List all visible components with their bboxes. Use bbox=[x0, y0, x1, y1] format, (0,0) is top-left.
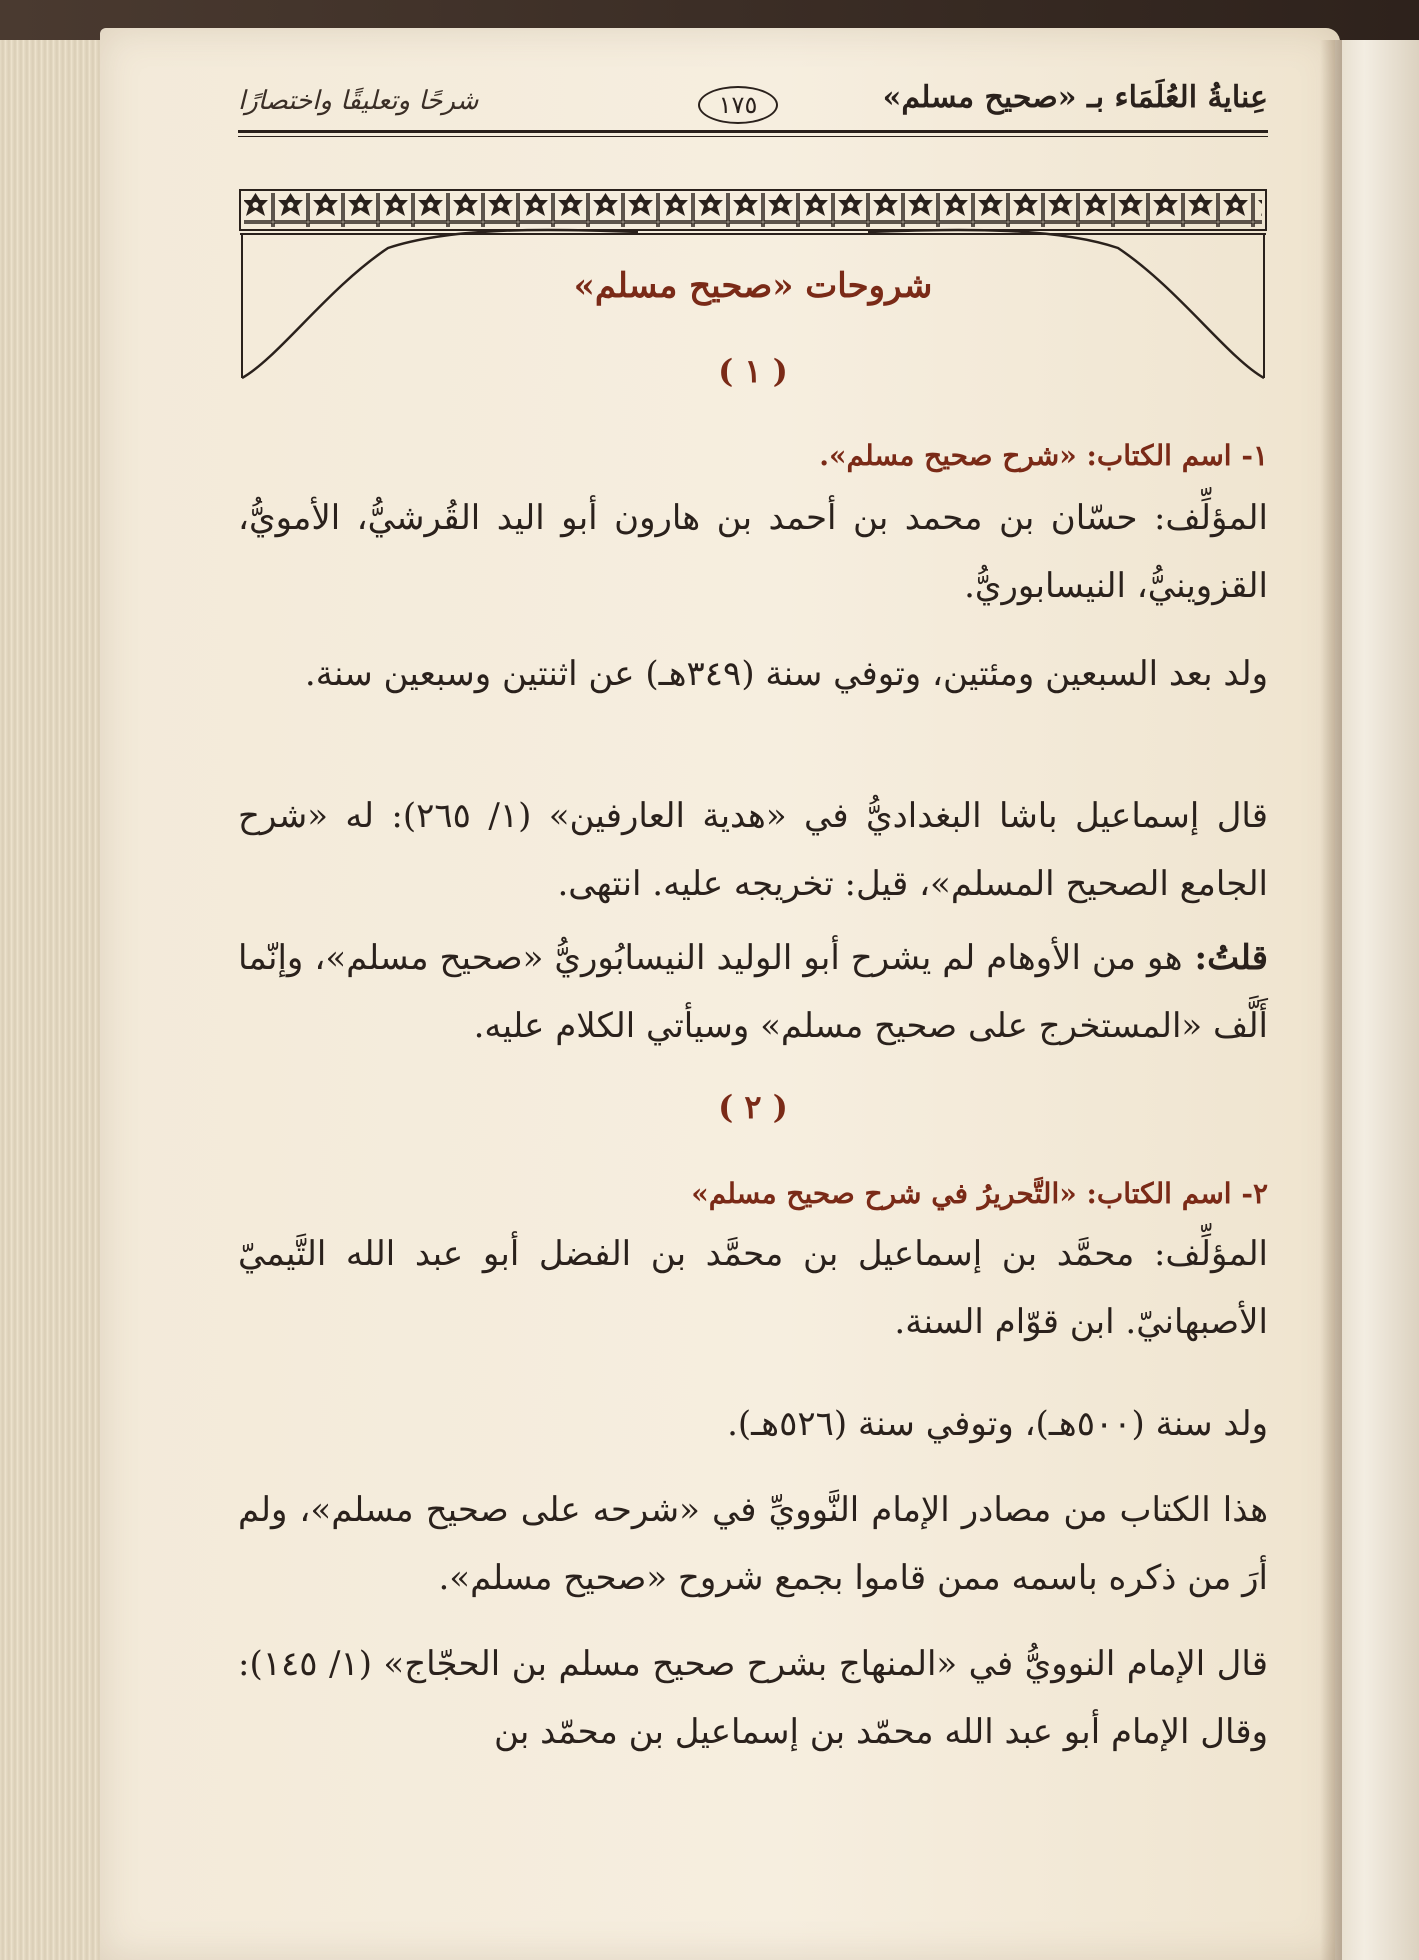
note-label: قلتُ: bbox=[1182, 938, 1268, 978]
quote-paragraph: قال إسماعيل باشا البغداديُّ في «هدية العارفين» (١/ ٢٦٥): له «شرح الجامع الصحيح المسلم»، قيل: تخريجه عليه. انتهى. bbox=[238, 796, 1269, 904]
author-text: محمَّد بن إسماعيل بن محمَّد بن الفضل أبو عبد الله التَّيميّ الأصبهانيّ. ابن قوّام السنة. bbox=[238, 1234, 1268, 1342]
entry-number: ( ١ ) bbox=[718, 352, 788, 390]
author-paragraph bbox=[238, 484, 1268, 620]
header-rule-thin bbox=[238, 136, 1268, 137]
book-name: «التَّحريرُ في شرح صحيح مسلم» bbox=[691, 1177, 1077, 1210]
page-number: ١٧٥ bbox=[698, 86, 778, 124]
running-title: عِنايةُ العُلَمَاء بـ «صحيح مسلم» bbox=[882, 80, 1268, 115]
section-title: شروحات «صحيح مسلم» bbox=[573, 266, 933, 306]
dates-paragraph: ولد سنة (٥٠٠هـ)، وتوفي سنة (٥٢٦هـ). bbox=[727, 1404, 1268, 1444]
note-paragraph bbox=[238, 924, 1268, 1060]
page-header bbox=[238, 72, 1268, 122]
author-paragraph bbox=[238, 1220, 1268, 1356]
book-label: ١- اسم الكتاب: bbox=[1076, 439, 1268, 472]
quote-paragraph: قال الإمام النوويُّ في «المنهاج بشرح صحيح مسلم بن الحجّاج» (١/ ١٤٥): وقال الإمام أبو عبد الله محمّد بن إسماعيل بن محمّد بن bbox=[238, 1644, 1268, 1752]
header-rule bbox=[238, 130, 1268, 133]
book-title-line bbox=[238, 420, 1268, 490]
book-title-line bbox=[238, 1158, 1268, 1228]
book-name: «شرح صحيح مسلم». bbox=[819, 439, 1077, 472]
entry-number: ( ٢ ) bbox=[718, 1088, 788, 1126]
author-text: حسّان بن محمد بن أحمد بن هارون أبو اليد القُرشيُّ، الأمويُّ، القزوينيُّ، النيسابوريُّ. bbox=[238, 498, 1268, 606]
note-text: هو من الأوهام لم يشرح أبو الوليد النيسابُوريُّ «صحيح مسلم»، وإنّما أَلَّف «المستخرج على صحيح مسلم» وسيأتي الكلام عليه. bbox=[238, 938, 1268, 1046]
dates-paragraph: ولد بعد السبعين ومئتين، وتوفي سنة (٣٤٩هـ) عن اثنتين وسبعين سنة. bbox=[304, 654, 1268, 694]
page-stack-right bbox=[1335, 40, 1419, 1960]
author-label: المؤلِّف: bbox=[1137, 498, 1268, 538]
page-stack-left bbox=[0, 40, 110, 1960]
author-label: المؤلِّف: bbox=[1134, 1234, 1268, 1274]
source-paragraph: هذا الكتاب من مصادر الإمام النَّوويِّ في «شرحه على صحيح مسلم»، ولم أرَ من ذكره باسمه ممن قاموا بجمع شروح «صحيح مسلم». bbox=[238, 1490, 1269, 1598]
running-subtitle: شرحًا وتعليقًا واختصارًا bbox=[238, 86, 479, 116]
spine-shadow bbox=[1320, 40, 1342, 1960]
book-label: ٢- اسم الكتاب: bbox=[1076, 1177, 1268, 1210]
